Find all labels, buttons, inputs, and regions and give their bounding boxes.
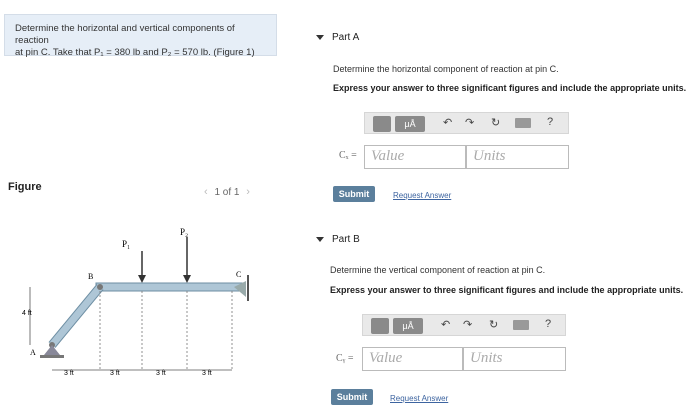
collapse-icon: [316, 35, 324, 40]
label-dim1: 3 ft: [64, 370, 74, 377]
part-b-request-answer-link[interactable]: Request Answer: [390, 394, 449, 403]
figure-pager: [200, 186, 254, 198]
part-b-question: Determine the vertical component of reaction at pin C.: [330, 265, 546, 275]
label-c: C: [236, 270, 242, 279]
part-b-title: Part B: [332, 234, 360, 245]
help-icon[interactable]: ?: [547, 116, 554, 128]
part-b-units-input[interactable]: Units: [463, 347, 566, 371]
part-a-question: Determine the horizontal component of reaction at pin C.: [333, 64, 559, 74]
part-b-header[interactable]: [316, 234, 360, 245]
pin-b: [97, 284, 103, 290]
redo-icon[interactable]: ↷: [463, 319, 473, 331]
keyboard-icon[interactable]: [515, 118, 531, 128]
label-dim3: 3 ft: [156, 370, 166, 377]
support-a: [44, 345, 60, 355]
pager-text: 1 of 1: [214, 187, 240, 198]
part-a-submit-button[interactable]: Submit: [333, 186, 375, 202]
part-b-var-label: Cᵧ =: [336, 353, 354, 364]
label-p1: P₁: [122, 239, 131, 249]
reset-icon[interactable]: ↻: [489, 319, 499, 331]
prev-figure-icon[interactable]: ‹: [204, 186, 208, 198]
collapse-icon: [316, 237, 324, 242]
template-icon[interactable]: [371, 318, 389, 334]
part-b-instruction: Express your answer to three significant figures and include the appropriate units.: [330, 285, 684, 295]
problem-statement: [4, 14, 277, 56]
template-icon[interactable]: [373, 116, 391, 132]
next-figure-icon[interactable]: ›: [246, 186, 250, 198]
problem-text-line2: at pin C. Take that P₁ = 380 lb and P₂ = 570 lb. (Figure 1): [15, 47, 255, 58]
units-icon[interactable]: μÅ: [395, 116, 425, 132]
label-dim2: 3 ft: [110, 370, 120, 377]
part-b-value-input[interactable]: Value: [362, 347, 463, 371]
figure-label: Figure: [8, 181, 42, 193]
part-b-toolbar: [362, 314, 566, 336]
problem-text-line1: Determine the horizontal and vertical components of reaction: [15, 23, 235, 46]
part-a-value-input[interactable]: Value: [364, 145, 466, 169]
member-ab: [52, 287, 100, 345]
label-height: 4 ft: [22, 310, 32, 317]
label-b: B: [88, 272, 94, 281]
part-a-header[interactable]: [316, 32, 359, 43]
redo-icon[interactable]: ↷: [465, 117, 475, 129]
help-icon[interactable]: ?: [545, 318, 552, 330]
label-dim4: 3 ft: [202, 370, 212, 377]
part-a-request-answer-link[interactable]: Request Answer: [393, 191, 452, 200]
undo-icon[interactable]: ↶: [443, 117, 453, 129]
part-b-submit-button[interactable]: Submit: [331, 389, 373, 405]
units-icon[interactable]: μÅ: [393, 318, 423, 334]
part-a-toolbar: [364, 112, 569, 134]
keyboard-icon[interactable]: [513, 320, 529, 330]
reset-icon[interactable]: ↻: [491, 117, 501, 129]
label-a: A: [30, 348, 36, 357]
beam-bc: [96, 283, 242, 291]
part-a-title: Part A: [332, 32, 360, 43]
part-a-instruction: Express your answer to three significant figures and include the appropriate units.: [333, 83, 687, 93]
undo-icon[interactable]: ↶: [441, 319, 451, 331]
frame-figure: [22, 225, 252, 385]
part-a-units-input[interactable]: Units: [466, 145, 569, 169]
part-a-var-label: Cₓ =: [339, 150, 357, 161]
load-p2-head: [183, 275, 191, 283]
load-p1-head: [138, 275, 146, 283]
label-p2: P₂: [180, 227, 189, 237]
